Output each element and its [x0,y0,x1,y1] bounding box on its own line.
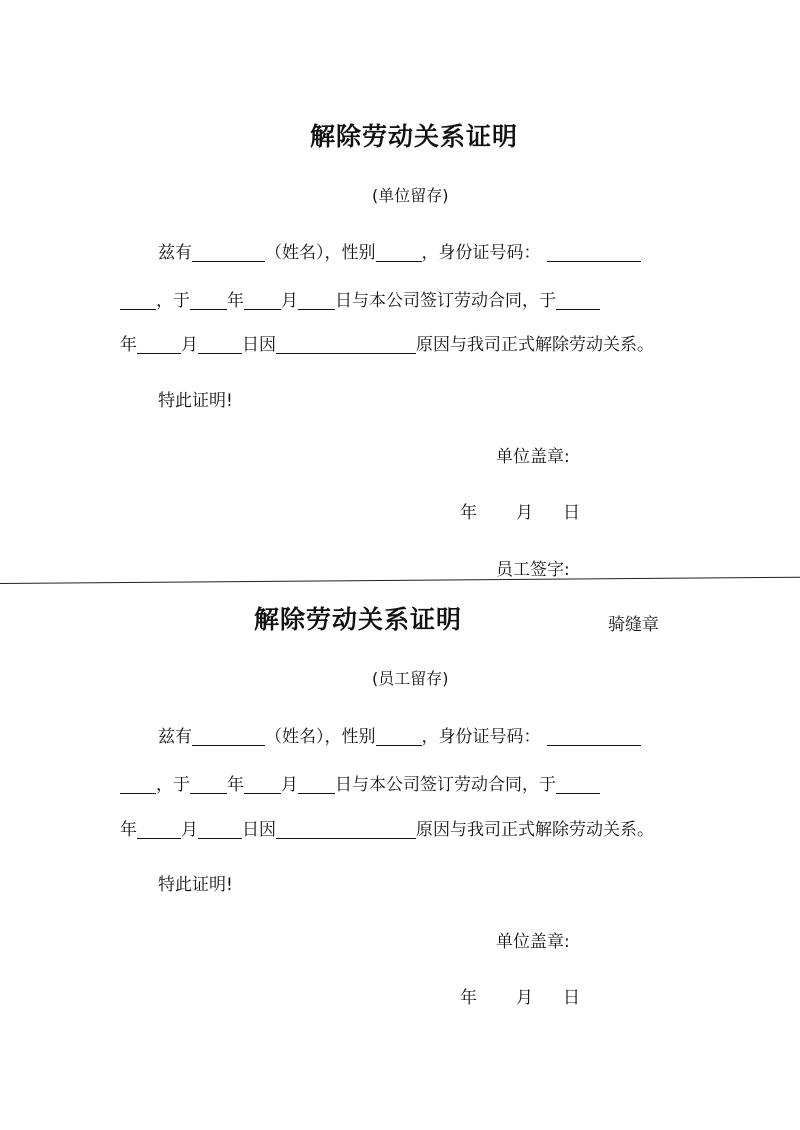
text-segment: （姓名），性别 [265,727,376,747]
signature-label: 员工签字: [496,560,570,580]
id-number-blank [547,727,641,746]
text-segment: 年 [227,291,244,311]
copy-subtitle: (单位留存) [372,186,449,205]
text-segment: ，于 [156,291,190,311]
end-month-blank [198,820,242,839]
sign-day-blank [298,775,335,794]
gender-blank [376,727,422,746]
text-segment: 月 [281,291,298,311]
text-segment: 原因与我司正式解除劳动关系。 [416,820,654,840]
closing-text: 特此证明! [158,875,233,895]
sign-day-blank [298,291,335,310]
text-segment: 月 [281,775,298,795]
perforation-seal-label: 骑缝章 [608,615,659,635]
body-line-3 [120,330,654,355]
end-year-cont-blank [137,335,181,354]
id-number-blank-cont [120,775,156,794]
id-number-blank [547,243,641,262]
body-line-3 [120,815,654,840]
body-line-1 [158,722,641,747]
text-segment: 兹有 [158,727,192,747]
text-segment: 月 [181,820,198,840]
text-segment: 日因 [242,335,276,355]
name-blank [192,727,265,746]
seal-label: 单位盖章: [496,932,570,952]
text-segment: 原因与我司正式解除劳动关系。 [416,335,654,355]
text-segment: 年 [120,820,137,840]
sign-year-blank [190,291,227,310]
end-year-cont-blank [137,820,181,839]
end-year-blank [556,291,600,310]
text-segment: （姓名），性别 [265,243,376,263]
sign-month-blank [244,291,281,310]
text-segment: 年 [120,335,137,355]
text-segment: ，身份证号码： [421,243,541,263]
text-segment: ，于 [156,775,190,795]
sign-month-blank [244,775,281,794]
date-day: 日 [563,988,580,1008]
text-segment: ，身份证号码： [421,727,541,747]
copy-subtitle: (员工留存) [372,669,449,688]
date-month: 月 [516,988,533,1008]
text-segment: 日因 [242,820,276,840]
date-year: 年 [460,503,477,523]
end-month-blank [198,335,242,354]
text-segment: 日与本公司签订劳动合同，于 [335,775,556,795]
name-blank [192,243,265,262]
text-segment: 月 [181,335,198,355]
document-title: 解除劳动关系证明 [310,122,519,151]
end-year-blank [556,775,600,794]
body-line-2 [120,286,600,311]
closing-text: 特此证明! [158,391,233,411]
body-line-1 [158,238,641,263]
date-month: 月 [516,503,533,523]
body-line-2 [120,770,600,795]
seal-label: 单位盖章: [496,447,570,467]
reason-blank [276,335,416,354]
perforation-line [0,577,800,584]
gender-blank [376,243,422,262]
text-segment: 日与本公司签订劳动合同，于 [335,291,556,311]
sign-year-blank [190,775,227,794]
document-title: 解除劳动关系证明 [254,605,463,634]
date-day: 日 [563,503,580,523]
reason-blank [276,820,416,839]
text-segment: 年 [227,775,244,795]
id-number-blank-cont [120,291,156,310]
date-year: 年 [460,988,477,1008]
text-segment: 兹有 [158,243,192,263]
